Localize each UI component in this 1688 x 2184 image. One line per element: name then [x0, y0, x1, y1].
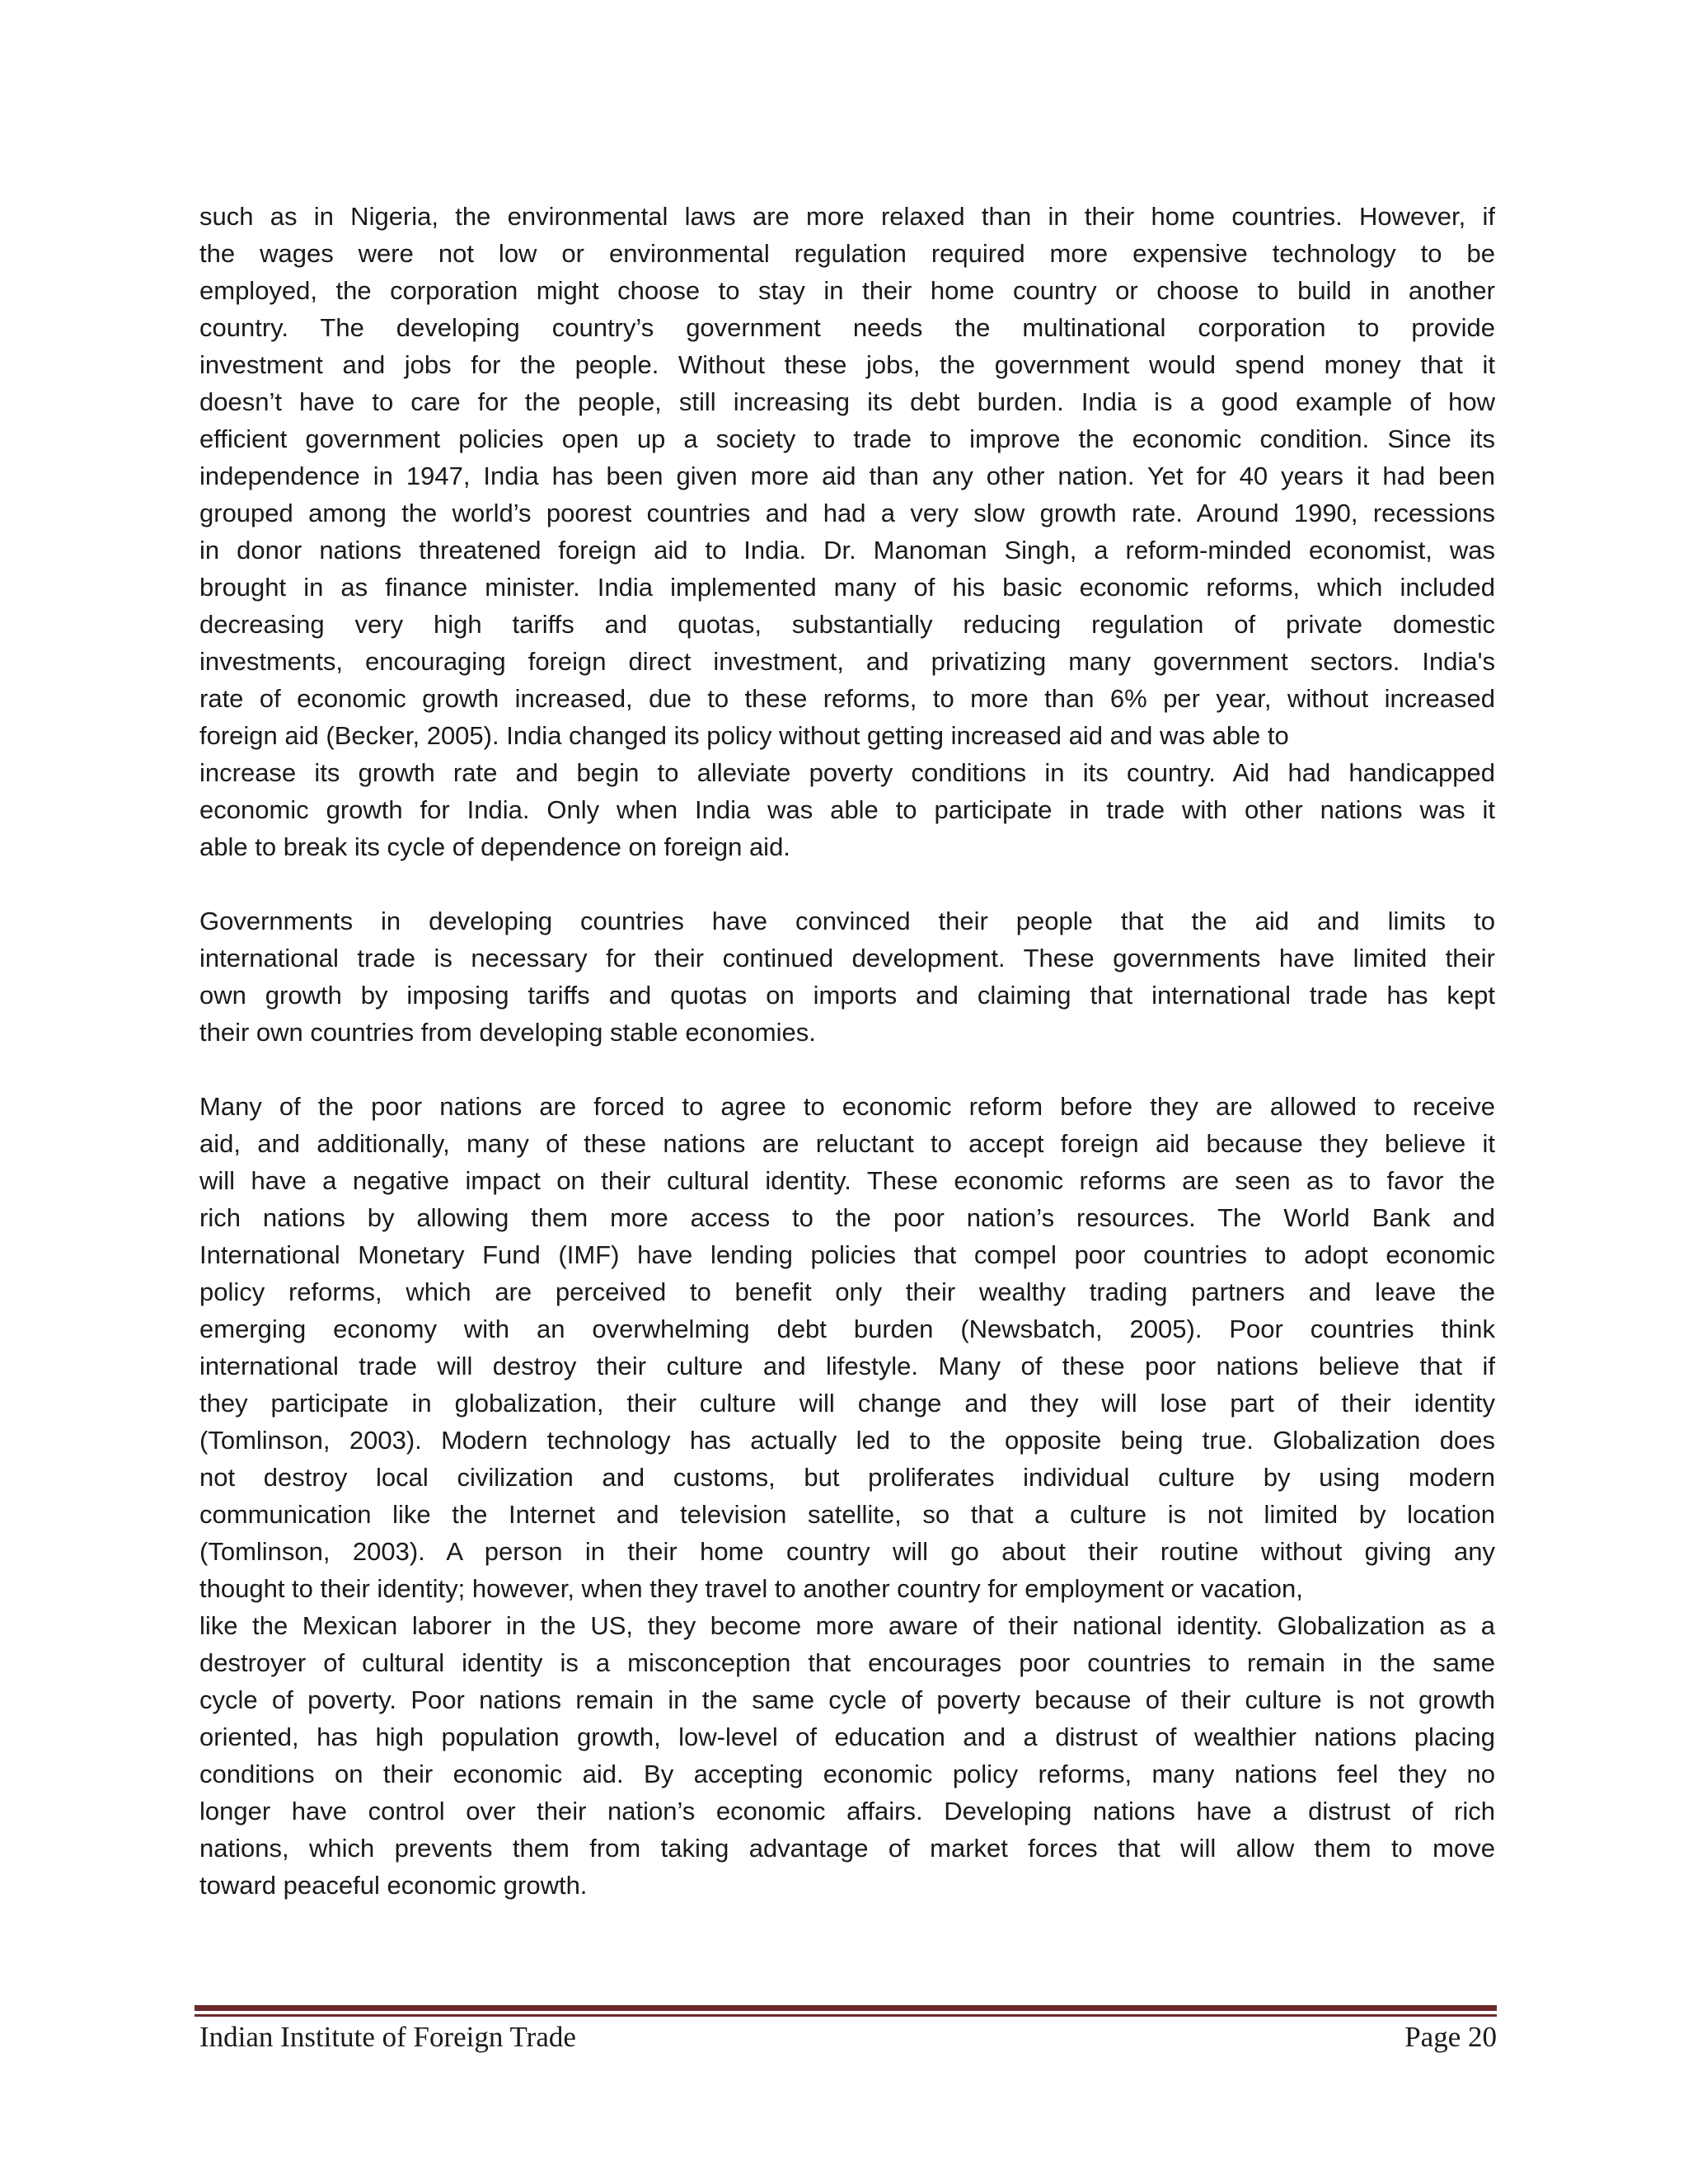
text-line: nations, which prevents them from taking advantage of market forces that will allow them to move — [199, 1834, 1495, 1863]
text-line: economic growth for India. Only when India was able to participate in trade with other nations was it — [199, 795, 1495, 824]
text-line: aid, and additionally, many of these nations are reluctant to accept foreign aid because they believe it — [199, 1129, 1495, 1158]
text-line: such as in Nigeria, the environmental laws are more relaxed than in their home countries. However, if — [199, 202, 1495, 231]
text-line: rate of economic growth increased, due to these reforms, to more than 6% per year, without increased — [199, 684, 1495, 713]
text-line: International Monetary Fund (IMF) have lending policies that compel poor countries to adopt economic — [199, 1240, 1495, 1269]
paragraph — [199, 1088, 1495, 1904]
text-line: doesn’t have to care for the people, still increasing its debt burden. India is a good example of how — [199, 387, 1495, 416]
text-line: they participate in globalization, their culture will change and they will lose part of their identity — [199, 1389, 1495, 1418]
text-line: rich nations by allowing them more access to the poor nation’s resources. The World Bank and — [199, 1203, 1495, 1232]
text-line: investments, encouraging foreign direct investment, and privatizing many government sectors. India's — [199, 647, 1495, 676]
text-line: in donor nations threatened foreign aid to India. Dr. Manoman Singh, a reform-minded economist, was — [199, 536, 1495, 565]
text-line: increase its growth rate and begin to alleviate poverty conditions in its country. Aid had handicapped — [199, 758, 1495, 787]
text-line: will have a negative impact on their cultural identity. These economic reforms are seen as to favor the — [199, 1166, 1495, 1195]
text-line: longer have control over their nation’s economic affairs. Developing nations have a distrust of rich — [199, 1797, 1495, 1825]
text-line: emerging economy with an overwhelming debt burden (Newsbatch, 2005). Poor countries think — [199, 1315, 1495, 1343]
text-line: decreasing very high tariffs and quotas, substantially reducing regulation of private domestic — [199, 610, 1495, 639]
text-line: toward peaceful economic growth. — [199, 1871, 588, 1900]
text-line: international trade is necessary for their continued development. These governments have limited their — [199, 944, 1495, 972]
text-line: international trade will destroy their culture and lifestyle. Many of these poor nations believe that if — [199, 1352, 1495, 1380]
text-line: communication like the Internet and television satellite, so that a culture is not limited by location — [199, 1500, 1495, 1529]
text-line: oriented, has high population growth, low-level of education and a distrust of wealthier nations placing — [199, 1722, 1495, 1751]
text-line: own growth by imposing tariffs and quotas on imports and claiming that international trade has kept — [199, 981, 1495, 1010]
text-line: their own countries from developing stable economies. — [199, 1018, 816, 1047]
text-line: Governments in developing countries have convinced their people that the aid and limits to — [199, 907, 1495, 935]
text-line: not destroy local civilization and customs, but proliferates individual culture by using modern — [199, 1463, 1495, 1492]
text-line: (Tomlinson, 2003). Modern technology has actually led to the opposite being true. Globalization does — [199, 1426, 1495, 1455]
text-line: able to break its cycle of dependence on foreign aid. — [199, 832, 790, 861]
footer-institution: Indian Institute of Foreign Trade — [199, 2021, 576, 2053]
text-line: grouped among the world’s poorest countries and had a very slow growth rate. Around 1990, recessions — [199, 499, 1495, 527]
paragraph — [199, 198, 1495, 865]
text-line: destroyer of cultural identity is a misconception that encourages poor countries to remain in the same — [199, 1648, 1495, 1677]
text-line: Many of the poor nations are forced to agree to economic reform before they are allowed to receive — [199, 1092, 1495, 1121]
text-line: (Tomlinson, 2003). A person in their home country will go about their routine without giving any — [199, 1537, 1495, 1566]
text-line: investment and jobs for the people. Without these jobs, the government would spend money that it — [199, 350, 1495, 379]
text-line: efficient government policies open up a society to trade to improve the economic condition. Since its — [199, 424, 1495, 453]
text-line: thought to their identity; however, when they travel to another country for employment or vacation, — [199, 1574, 1303, 1603]
text-line: like the Mexican laborer in the US, they become more aware of their national identity. Globalization as a — [199, 1611, 1495, 1640]
page-number: Page 20 — [1404, 2021, 1497, 2053]
text-line: policy reforms, which are perceived to benefit only their wealthy trading partners and leave the — [199, 1277, 1495, 1306]
footer-rule-thin — [195, 2014, 1497, 2017]
text-line: foreign aid (Becker, 2005). India changed its policy without getting increased aid and was able to — [199, 721, 1289, 750]
body-text — [199, 198, 1495, 1904]
text-line: independence in 1947, India has been given more aid than any other nation. Yet for 40 years it had been — [199, 462, 1495, 490]
text-line: brought in as finance minister. India implemented many of his basic economic reforms, which included — [199, 573, 1495, 602]
text-line: the wages were not low or environmental regulation required more expensive technology to be — [199, 239, 1495, 268]
text-line: conditions on their economic aid. By accepting economic policy reforms, many nations feel they no — [199, 1760, 1495, 1788]
footer-rule-thick — [195, 2005, 1497, 2011]
text-line: country. The developing country’s government needs the multinational corporation to provide — [199, 313, 1495, 342]
paragraph — [199, 902, 1495, 1051]
text-line: employed, the corporation might choose to stay in their home country or choose to build in another — [199, 276, 1495, 305]
text-line: cycle of poverty. Poor nations remain in the same cycle of poverty because of their culture is not growth — [199, 1685, 1495, 1714]
